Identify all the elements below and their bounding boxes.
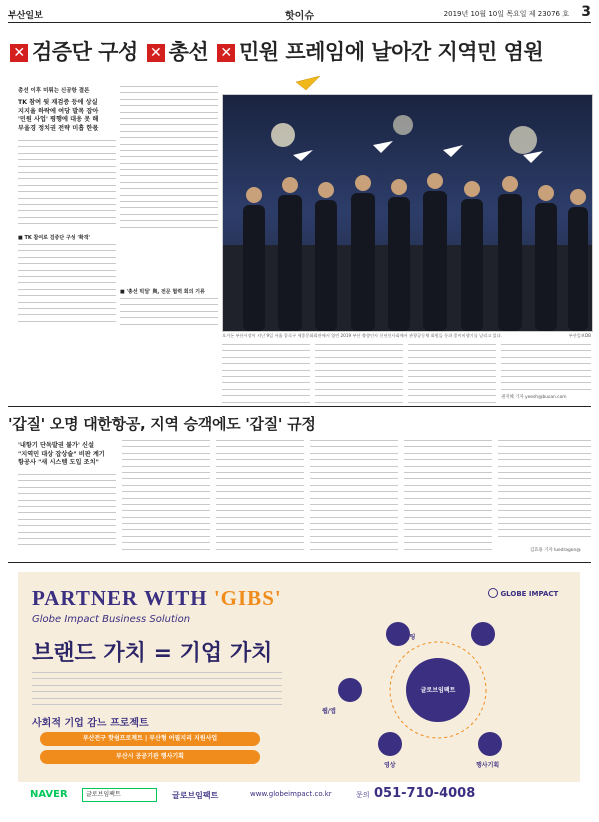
service-event: 행사기획 xyxy=(476,762,500,769)
ad-program-item: 부산전구 핫쉼프로젝트 | 부산형 어필지리 지원사업 xyxy=(40,732,260,746)
section-mark: ■ TK 참여로 검증단 구성 '확객' xyxy=(18,235,91,241)
ad-company-name: GLOBE IMPACT xyxy=(500,590,559,598)
ad-body-text xyxy=(32,672,282,708)
ad-company-logo xyxy=(488,588,558,598)
photo-credit: 부산일보DB xyxy=(568,333,591,338)
article-body-text xyxy=(18,244,116,328)
article-body-text xyxy=(216,440,304,554)
service-video: 영상 xyxy=(384,762,396,769)
main-headline xyxy=(8,36,591,74)
article-body-text xyxy=(18,474,116,554)
service-web-app: 웹/앱 xyxy=(322,708,336,715)
article-2-subhead xyxy=(18,442,128,468)
section-divider xyxy=(8,562,591,563)
article-body-text xyxy=(122,440,210,554)
headline-part-3: 민원 프레임에 날아간 지역민 염원 xyxy=(238,40,544,64)
article-body-text xyxy=(404,440,492,554)
page-number: 3 xyxy=(581,4,591,20)
article-body-text xyxy=(18,140,116,230)
checkbox-x-icon: ✕ xyxy=(10,44,28,62)
article-2-title: '갑질' 오명 대한항공, 지역 승객에도 '갑질' 규정 xyxy=(8,415,316,433)
subhead-line: TK 참여 뒷 재검증 등에 상실 xyxy=(18,99,98,106)
reporter-byline: 권지혜 기자 yeesh@busan.com xyxy=(501,395,567,400)
article-body-text xyxy=(120,86,218,236)
photo-caption xyxy=(222,333,591,339)
subhead-line: '민원 사업' 평행에 대응 못 해 xyxy=(18,116,99,123)
article-kicker: 총선 이후 미뤄는 신공항 결론 xyxy=(18,88,90,94)
service-marketing: 마케팅 xyxy=(398,634,416,641)
article-body-text xyxy=(498,440,591,540)
subhead-line: 지지율 하락에 여당 발목 잡아 xyxy=(18,107,99,115)
ad-program-title: 사회적 기업 감느 프로젝트 xyxy=(32,718,149,729)
ad-phone-label: 문의 xyxy=(356,791,370,799)
caption-text: 오거돈 부산시장이 지난 9일 서울 종로구 세종문화회관에서 열린 2019 부산 출향인사 신년인사회에서 관광공동체 회원들 등과 종이비행기를 날리고 있다. xyxy=(222,333,502,338)
article-body-text xyxy=(408,344,496,404)
ad-center-brand: 글로브임팩트 xyxy=(420,687,456,694)
issue-date: 2019년 10월 10일 목요일 제 23076 호 xyxy=(443,10,569,18)
headline-part-2: 총선 xyxy=(168,40,209,64)
section-mark: ■ '총선 빅딜' 與, 전문 협력 회의 기류 xyxy=(120,289,205,295)
globe-icon xyxy=(488,588,498,598)
service-design: 디자인 xyxy=(477,634,495,641)
newspaper-name: 부산일보 xyxy=(8,11,43,21)
article-body-text xyxy=(310,440,398,554)
article-body-text xyxy=(120,298,218,328)
ad-partner-brand: 'GIBS' xyxy=(213,586,282,610)
naver-logo: NAVER xyxy=(30,789,68,800)
ad-partner-line xyxy=(32,586,282,611)
headline-part-1: 검증단 구성 xyxy=(32,40,138,64)
masthead xyxy=(8,4,591,23)
event-photo xyxy=(222,94,593,332)
ad-footer-url: www.globeimpact.co.kr xyxy=(250,790,332,798)
checkbox-x-icon: ✕ xyxy=(147,44,165,62)
checkbox-x-icon: ✕ xyxy=(217,44,235,62)
article-body-text xyxy=(315,344,403,404)
ad-tagline: Globe Impact Business Solution xyxy=(32,614,191,625)
ad-partner-prefix: PARTNER WITH xyxy=(32,586,208,610)
article-body-text xyxy=(222,344,310,404)
section-name: 핫이슈 xyxy=(285,11,314,22)
subhead-line: "지역민 대상 잡상술" 비판 계기 xyxy=(18,450,105,458)
ad-footer xyxy=(18,782,580,810)
ad-slogan: 브랜드 가치 = 기업 가치 xyxy=(32,641,273,666)
ad-footer-brand: 글로브임팩트 xyxy=(172,791,219,800)
paper-plane-icon xyxy=(296,76,320,90)
ad-search-box: 글로브임팩트 xyxy=(82,788,157,802)
reporter-byline: 김효용 기자 luedragon@ xyxy=(530,548,581,553)
subhead-line: '내항기 단독발권 불가' 신설 xyxy=(18,442,94,449)
subhead-line: 항공사 "새 시스템 도입 조치" xyxy=(18,459,99,466)
advertisement xyxy=(18,572,580,810)
article-subhead xyxy=(18,99,123,133)
subhead-line: 부울경 정치권 전략 미흡 한몫 xyxy=(18,124,99,132)
article-body-text xyxy=(501,344,591,392)
ad-program-item: 부산시 공공기관 행사기획 xyxy=(40,750,260,764)
section-divider xyxy=(8,406,591,407)
ad-phone-number: 051-710-4008 xyxy=(374,786,476,801)
photo-image xyxy=(223,95,592,331)
